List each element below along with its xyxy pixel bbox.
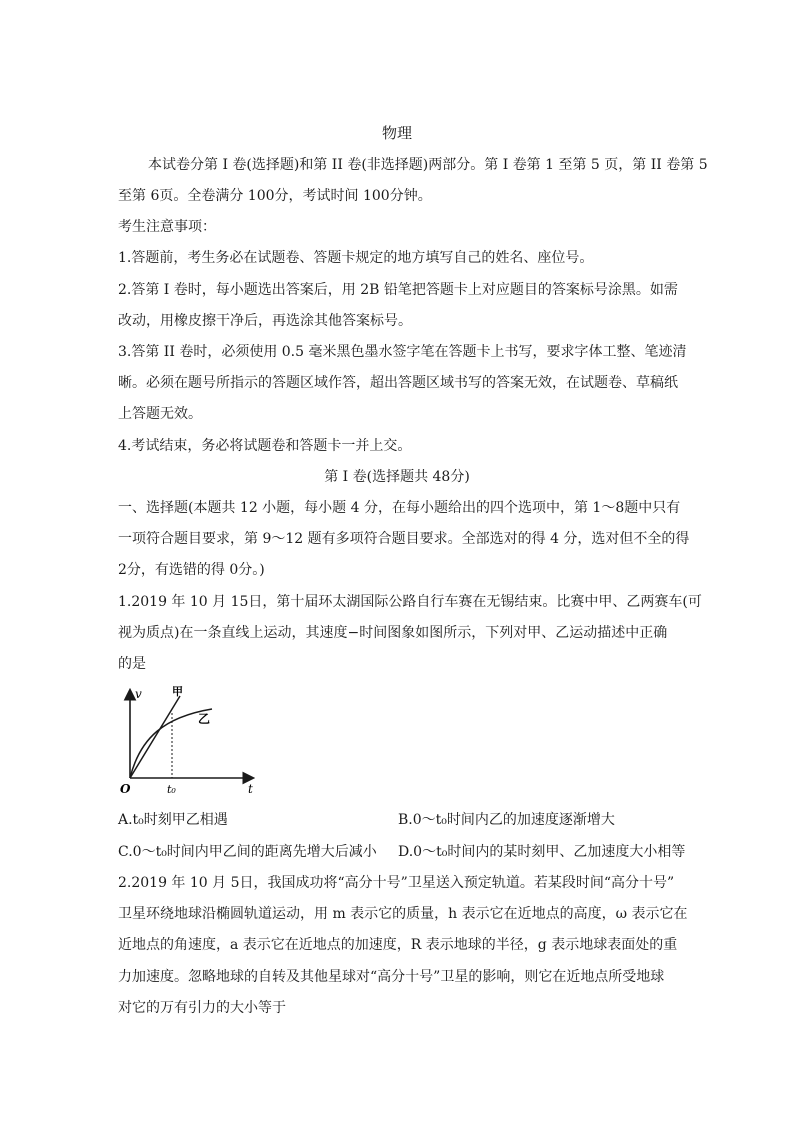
notice-line: 上答题无效。 [118, 406, 202, 422]
section-intro-line: 2分，有选错的得 0分。) [118, 562, 265, 578]
yi-label: 乙 [198, 712, 211, 726]
t0-label: t₀ [167, 783, 176, 796]
notice-line: 改动，用橡皮擦干净后，再选涂其他答案标号。 [118, 313, 412, 329]
q2-stem-line: 近地点的角速度，a 表示它在近地点的加速度，R 表示地球的半径，g 表示地球表面处的重 [118, 937, 678, 953]
q1-vt-graph [112, 683, 262, 803]
y-axis-label: v [135, 687, 142, 701]
intro-line-1: 本试卷分第 I 卷(选择题)和第 II 卷(非选择题)两部分。第 I 卷第 1 至第 5 页，第 II 卷第 5 [148, 157, 708, 173]
q1-stem-line: 视为质点)在一条直线上运动，其速度−时间图象如图所示，下列对甲、乙运动描述中正确 [118, 625, 668, 641]
q1-stem-line: 1.2019 年 10 月 15日，第十届环太湖国际公路自行车赛在无锡结束。比赛中甲、乙两赛车(可 [118, 594, 702, 610]
page-title: 物理 [381, 124, 412, 142]
section-intro-line: 一、选择题(本题共 12 小题，每小题 4 分，在每小题给出的四个选项中，第 1～8题中只有 [118, 500, 681, 516]
q2-stem-line: 卫星环绕地球沿椭圆轨道运动，用 m 表示它的质量，h 表示它在近地点的高度，ω 表示它在 [118, 906, 688, 922]
q1-option-a: A.t₀时刻甲乙相遇 [118, 812, 228, 828]
jia-label: 甲 [172, 685, 183, 698]
q1-option-d: D.0～t₀时间内的某时刻甲、乙加速度大小相等 [398, 844, 686, 860]
notice-line: 晰。必须在题号所指示的答题区域作答，超出答题区域书写的答案无效，在试题卷、草稿纸 [118, 375, 678, 391]
notice-line: 3.答第 II 卷时，必须使用 0.5 毫米黑色墨水签字笔在答题卡上书写，要求字体工整、笔迹清 [118, 344, 687, 360]
q1-stem-line: 的是 [118, 656, 146, 672]
q2-stem-line: 对它的万有引力的大小等于 [118, 1000, 286, 1016]
q1-option-c: C.0～t₀时间内甲乙间的距离先增大后减小 [118, 844, 377, 860]
origin-label: O [120, 782, 131, 796]
intro-line-2: 至第 6页。全卷满分 100分，考试时间 100分钟。 [118, 188, 432, 204]
q2-stem-line: 力加速度。忽略地球的自转及其他星球对“高分十号”卫星的影响，则它在近地点所受地球 [118, 969, 665, 985]
notice-line: 2.答第 I 卷时，每小题选出答案后，用 2B 铅笔把答题卡上对应题目的答案标号涂黑。如需 [118, 282, 678, 298]
q2-stem-line: 2.2019 年 10 月 5日，我国成功将“高分十号”卫星送入预定轨道。若某段时间“高分十号” [118, 875, 675, 891]
x-axis-label: t [248, 782, 253, 796]
q1-option-b: B.0～t₀时间内乙的加速度逐渐增大 [398, 812, 615, 828]
notice-line: 1.答题前，考生务必在试题卷、答题卡规定的地方填写自己的姓名、座位号。 [118, 250, 594, 266]
notice-line: 4.考试结束，务必将试题卷和答题卡一并上交。 [118, 438, 412, 454]
section-title: 第 I 卷(选择题共 48分) [324, 469, 470, 485]
notice-title: 考生注意事项： [118, 219, 216, 235]
section-intro-line: 一项符合题目要求，第 9～12 题有多项符合题目要求。全部选对的得 4 分，选对但不全的得 [118, 531, 690, 547]
